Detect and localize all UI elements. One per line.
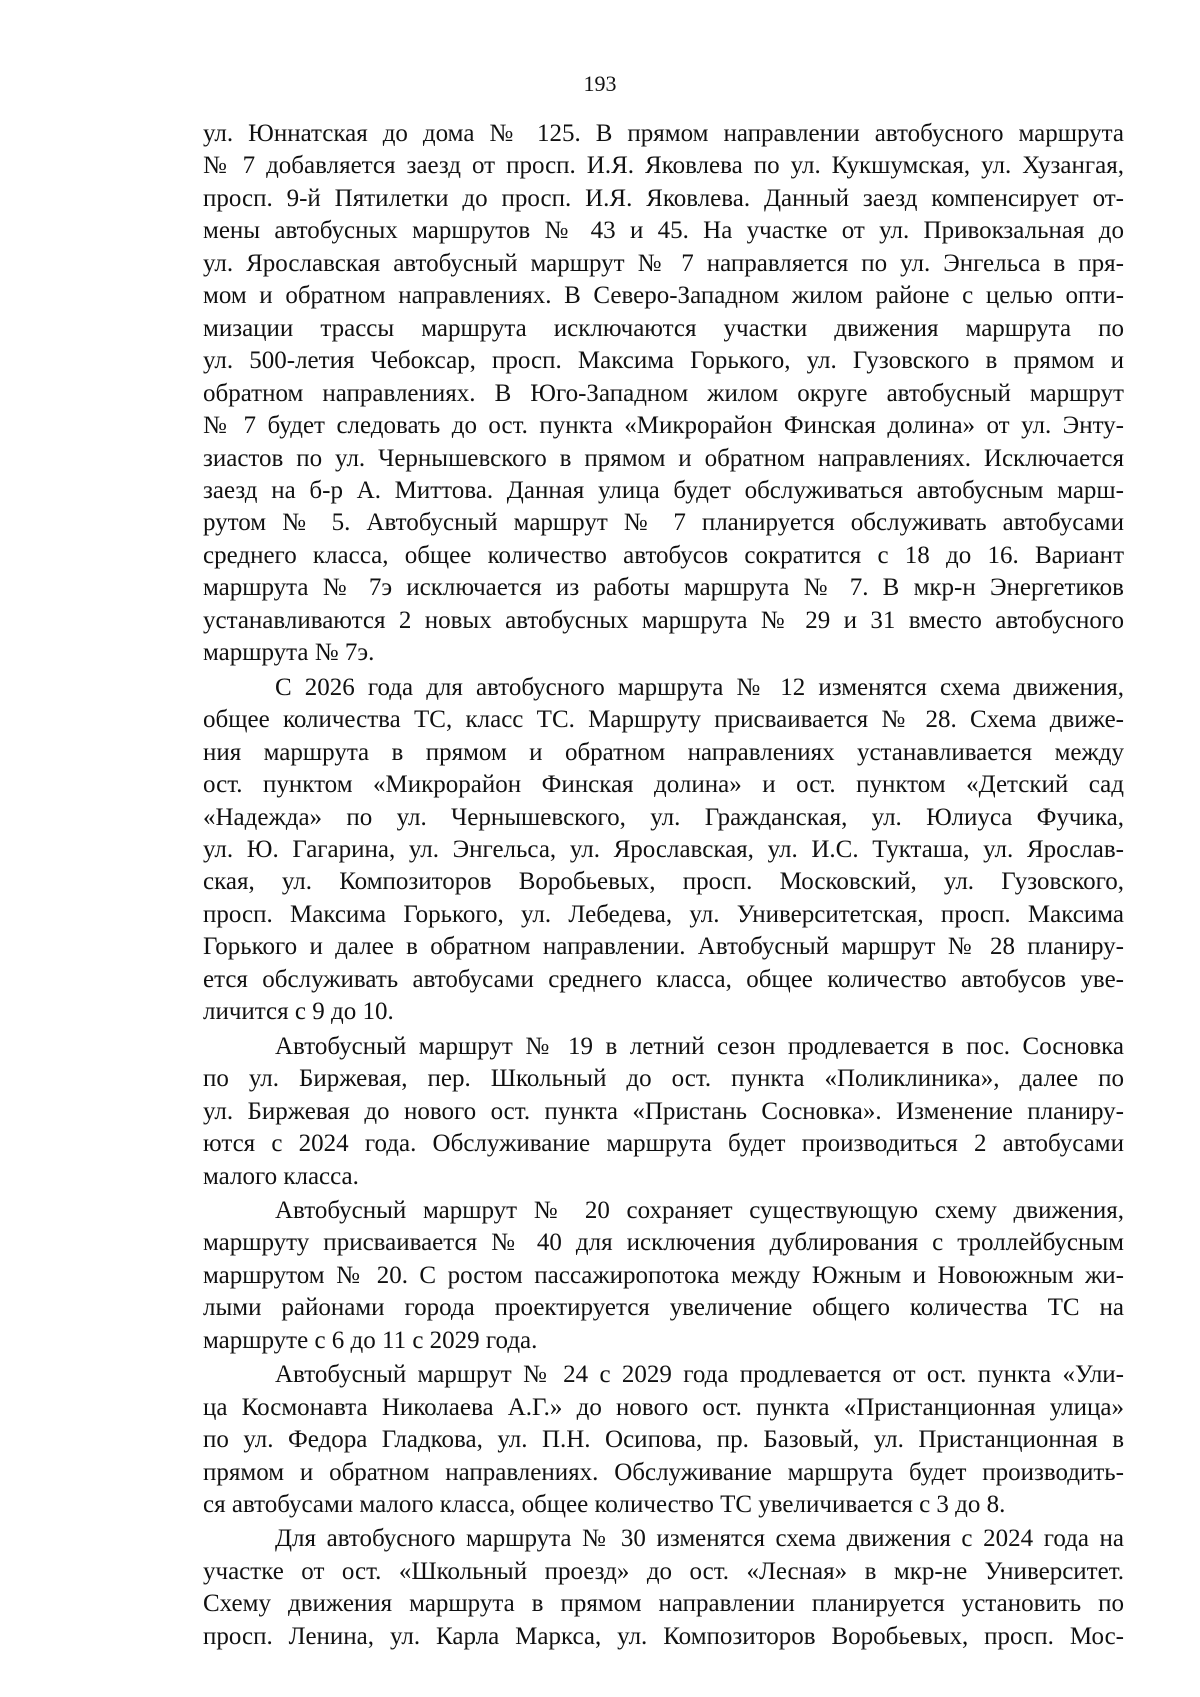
text-line: № 7 будет следовать до ост. пункта «Микрорайон Финская долина» от ул. Энту- [203, 412, 1124, 440]
text-line: лыми районами города проектируется увеличение общего количества ТС на [203, 1294, 1124, 1322]
text-line: личится с 9 до 10. [203, 998, 394, 1026]
text-line: просп. Ленина, ул. Карла Маркса, ул. Композиторов Воробьевых, просп. Мос- [203, 1622, 1124, 1650]
text-line: ул. Юннатская до дома № 125. В прямом направлении автобусного маршрута [203, 120, 1124, 147]
text-line: С 2026 года для автобусного маршрута № 12 изменятся схема движения, [275, 673, 1124, 701]
text-line: Автобусный маршрут № 20 сохраняет существующую схему движения, [275, 1196, 1124, 1224]
text-line: малого класса. [203, 1162, 359, 1190]
text-line: рутом № 5. Автобусный маршрут № 7 планируется обслуживать автобусами [203, 509, 1124, 537]
text-line: зиастов по ул. Чернышевского в прямом и обратном направлениях. Исключается [203, 444, 1124, 472]
text-line: Автобусный маршрут № 19 в летний сезон продлевается в пос. Сосновка [275, 1032, 1124, 1060]
text-line: обратном направлениях. В Юго-Западном жилом округе автобусный маршрут [203, 379, 1124, 407]
text-line: Схему движения маршрута в прямом направлении планируется установить по [203, 1590, 1124, 1618]
text-line: маршрутом № 20. С ростом пассажиропотока между Южным и Новоюжным жи- [203, 1261, 1124, 1289]
text-line: ются с 2024 года. Обслуживание маршрута будет производиться 2 автобусами [203, 1130, 1124, 1158]
text-line: по ул. Федора Гладкова, ул. П.Н. Осипова, пр. Базовый, ул. Пристанционная в [203, 1426, 1124, 1454]
text-line: маршруту присваивается № 40 для исключения дублирования с троллейбусным [203, 1229, 1124, 1257]
text-line: участке от ост. «Школьный проезд» до ост. «Лесная» в мкр-не Университет. [203, 1557, 1124, 1585]
text-line: маршрута № 7э исключается из работы маршрута № 7. В мкр-н Энергетиков [203, 574, 1124, 602]
text-line: просп. 9-й Пятилетки до просп. И.Я. Яковлева. Данный заезд компенсирует от- [203, 184, 1124, 212]
text-line: ется обслуживать автобусами среднего класса, общее количество автобусов уве- [203, 965, 1124, 993]
text-line: ул. 500-летия Чебоксар, просп. Максима Горького, ул. Гузовского в прямом и [203, 347, 1124, 375]
text-line: ца Космонавта Николаева А.Г.» до нового ост. пункта «Пристанционная улица» [203, 1393, 1124, 1421]
text-line: среднего класса, общее количество автобусов сократится с 18 до 16. Вариант [203, 541, 1124, 569]
text-line: мизации трассы маршрута исключаются участки движения маршрута по [203, 314, 1124, 342]
text-line: Горького и далее в обратном направлении. Автобусный маршрут № 28 планиру- [203, 933, 1124, 961]
document-body [203, 118, 1124, 1653]
text-line: ул. Ю. Гагарина, ул. Энгельса, ул. Ярославская, ул. И.С. Тукташа, ул. Ярослав- [203, 835, 1124, 863]
text-line: прямом и обратном направлениях. Обслуживание маршрута будет производить- [203, 1458, 1124, 1486]
page-number: 193 [583, 71, 617, 96]
text-line: ул. Ярославская автобусный маршрут № 7 направляется по ул. Энгельса в пря- [203, 249, 1124, 277]
text-line: Для автобусного маршрута № 30 изменятся схема движения с 2024 года на [275, 1525, 1124, 1553]
text-line: по ул. Биржевая, пер. Школьный до ост. пункта «Поликлиника», далее по [203, 1065, 1124, 1093]
text-line: ул. Биржевая до нового ост. пункта «Пристань Сосновка». Изменение планиру- [203, 1097, 1124, 1125]
text-line: ост. пунктом «Микрорайон Финская долина» и ост. пунктом «Детский сад [203, 771, 1124, 799]
text-line: заезд на б-р А. Миттова. Данная улица будет обслуживаться автобусным марш- [203, 476, 1124, 504]
text-line: мом и обратном направлениях. В Северо-Западном жилом районе с целью опти- [203, 282, 1124, 310]
text-line: «Надежда» по ул. Чернышевского, ул. Гражданская, ул. Юлиуса Фучика, [203, 803, 1124, 831]
text-line: общее количества ТС, класс ТС. Маршруту присваивается № 28. Схема движе- [203, 706, 1124, 734]
text-line: просп. Максима Горького, ул. Лебедева, ул. Университетская, просп. Максима [203, 900, 1124, 928]
text-line: ская, ул. Композиторов Воробьевых, просп. Московский, ул. Гузовского, [203, 868, 1124, 896]
text-line: маршруте с 6 до 11 с 2029 года. [203, 1326, 538, 1354]
text-line: ся автобусами малого класса, общее количество ТС увеличивается с 3 до 8. [203, 1491, 1006, 1519]
text-line: мены автобусных маршрутов № 43 и 45. На участке от ул. Привокзальная до [203, 217, 1124, 245]
text-line: Автобусный маршрут № 24 с 2029 года продлевается от ост. пункта «Ули- [275, 1361, 1124, 1389]
text-line: № 7 добавляется заезд от просп. И.Я. Яковлева по ул. Кукшумская, ул. Хузангая, [203, 152, 1124, 180]
text-line: ния маршрута в прямом и обратном направлениях устанавливается между [203, 738, 1124, 766]
text-line: маршрута № 7э. [203, 639, 375, 667]
text-line: устанавливаются 2 новых автобусных маршрута № 29 и 31 вместо автобусного [203, 606, 1124, 634]
